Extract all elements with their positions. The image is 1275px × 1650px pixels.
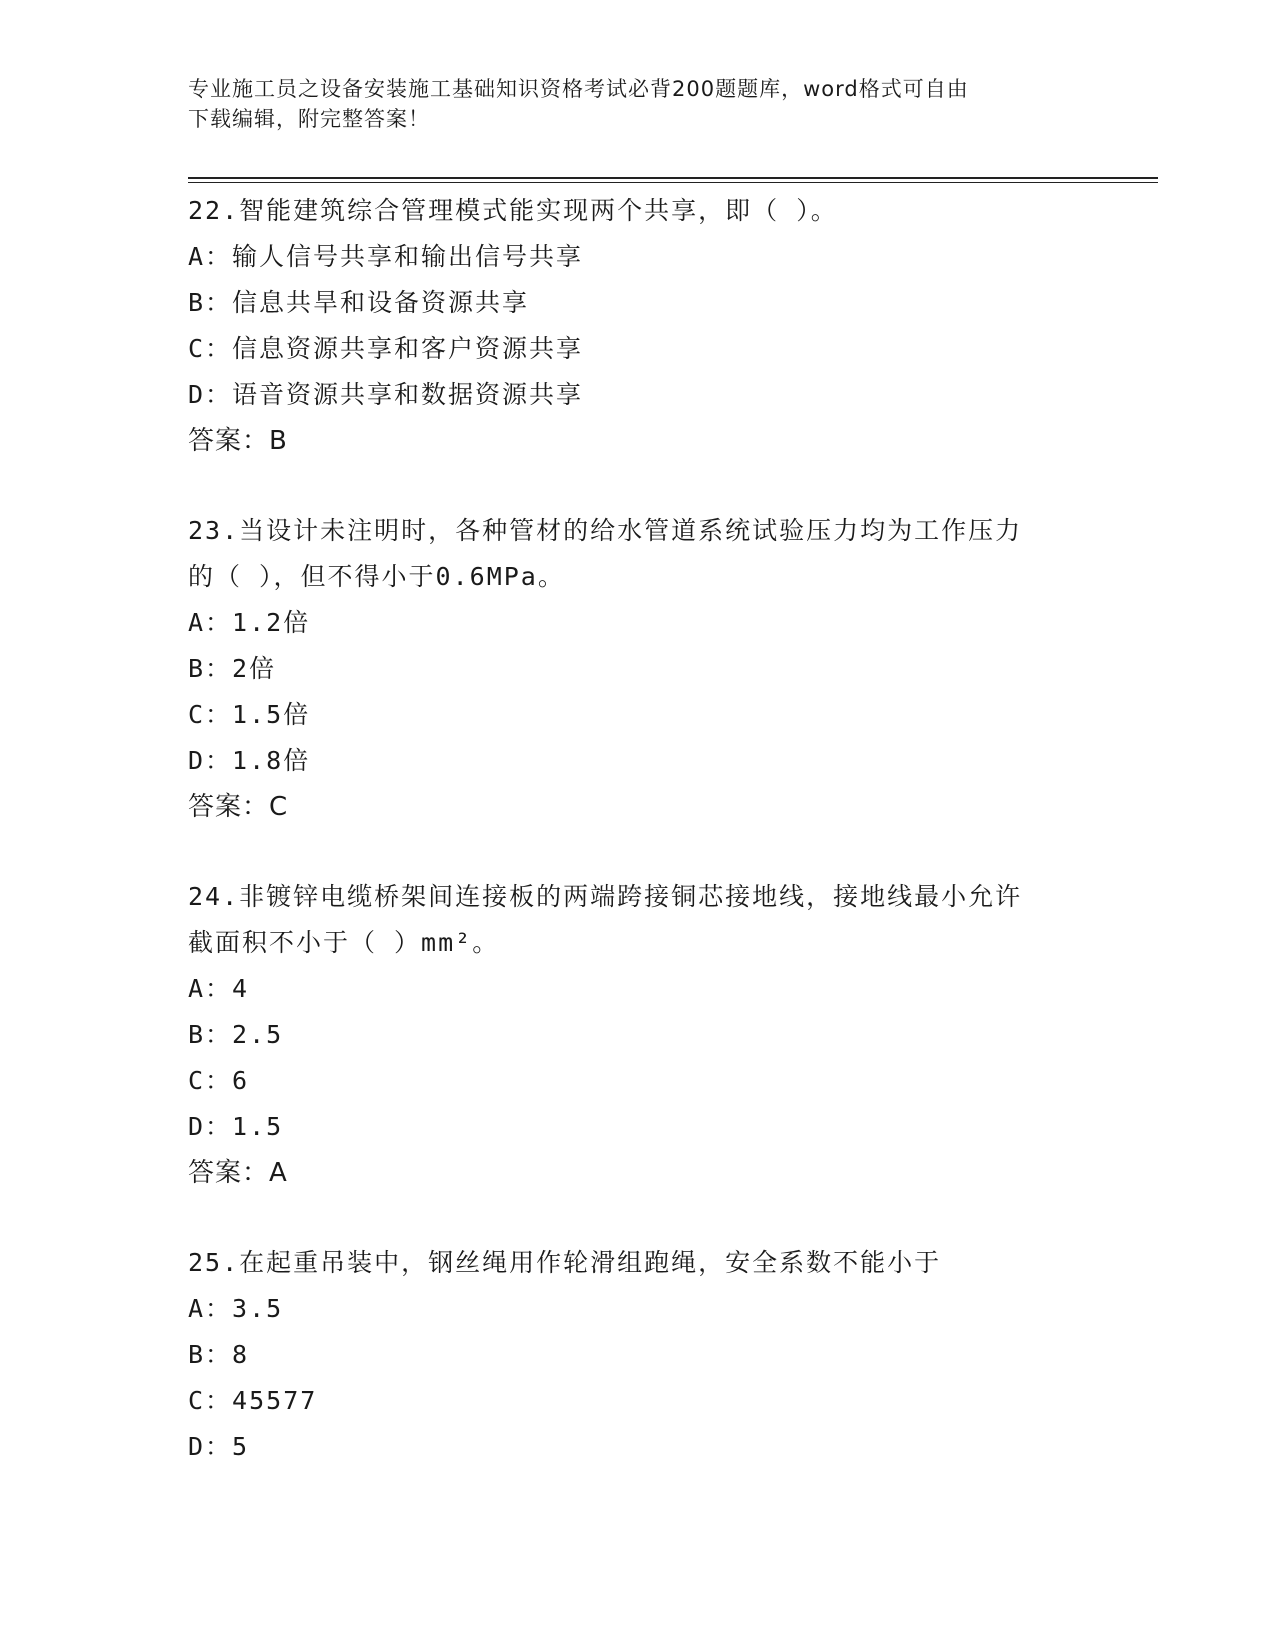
question-22 (188, 188, 1088, 464)
option-b: B：2倍 (188, 654, 277, 683)
question-stem-line-2: 的（ ），但不得小于0.6MPa。 (188, 562, 565, 591)
option-d: D：5 (188, 1432, 250, 1461)
question-stem-line-1: 24.非镀锌电缆桥架间连接板的两端跨接铜芯接地线，接地线最小允许 (188, 882, 1023, 911)
option-c: C：信息资源共享和客户资源共享 (188, 334, 584, 363)
option-c: C：45577 (188, 1386, 318, 1415)
header-line-2: 下载编辑，附完整答案！ (188, 107, 430, 131)
option-d: D：1.5 (188, 1112, 284, 1141)
question-stem: 22.智能建筑综合管理模式能实现两个共享，即（ ）。 (188, 196, 838, 225)
question-stem-line-1: 23.当设计未注明时，各种管材的给水管道系统试验压力均为工作压力 (188, 516, 1023, 545)
question-23 (188, 508, 1088, 830)
option-c: C：6 (188, 1066, 250, 1095)
option-a: A：1.2倍 (188, 608, 311, 637)
question-25 (188, 1240, 1088, 1470)
option-c: C：1.5倍 (188, 700, 311, 729)
option-b: B：2.5 (188, 1020, 284, 1049)
option-d: D：语音资源共享和数据资源共享 (188, 380, 584, 409)
header-divider-thick (188, 177, 1158, 179)
option-b: B：8 (188, 1340, 250, 1369)
document-header (188, 74, 1088, 134)
question-stem-line-2: 截面积不小于（ ）mm²。 (188, 928, 500, 957)
option-a: A：3.5 (188, 1294, 284, 1323)
question-24 (188, 874, 1088, 1196)
answer-line: 答案：A (188, 1158, 288, 1188)
question-list (188, 188, 1088, 1514)
option-b: B：信息共旱和设备资源共享 (188, 288, 530, 317)
header-line-1: 专业施工员之设备安装施工基础知识资格考试必背200题题库，word格式可自由 (188, 77, 969, 101)
option-a: A：输人信号共享和输出信号共享 (188, 242, 584, 271)
question-stem: 25.在起重吊装中，钢丝绳用作轮滑组跑绳，安全系数不能小于 (188, 1248, 942, 1277)
answer-line: 答案：C (188, 792, 289, 822)
header-divider-thin (188, 182, 1158, 183)
option-d: D：1.8倍 (188, 746, 311, 775)
answer-line: 答案：B (188, 426, 288, 456)
option-a: A：4 (188, 974, 250, 1003)
